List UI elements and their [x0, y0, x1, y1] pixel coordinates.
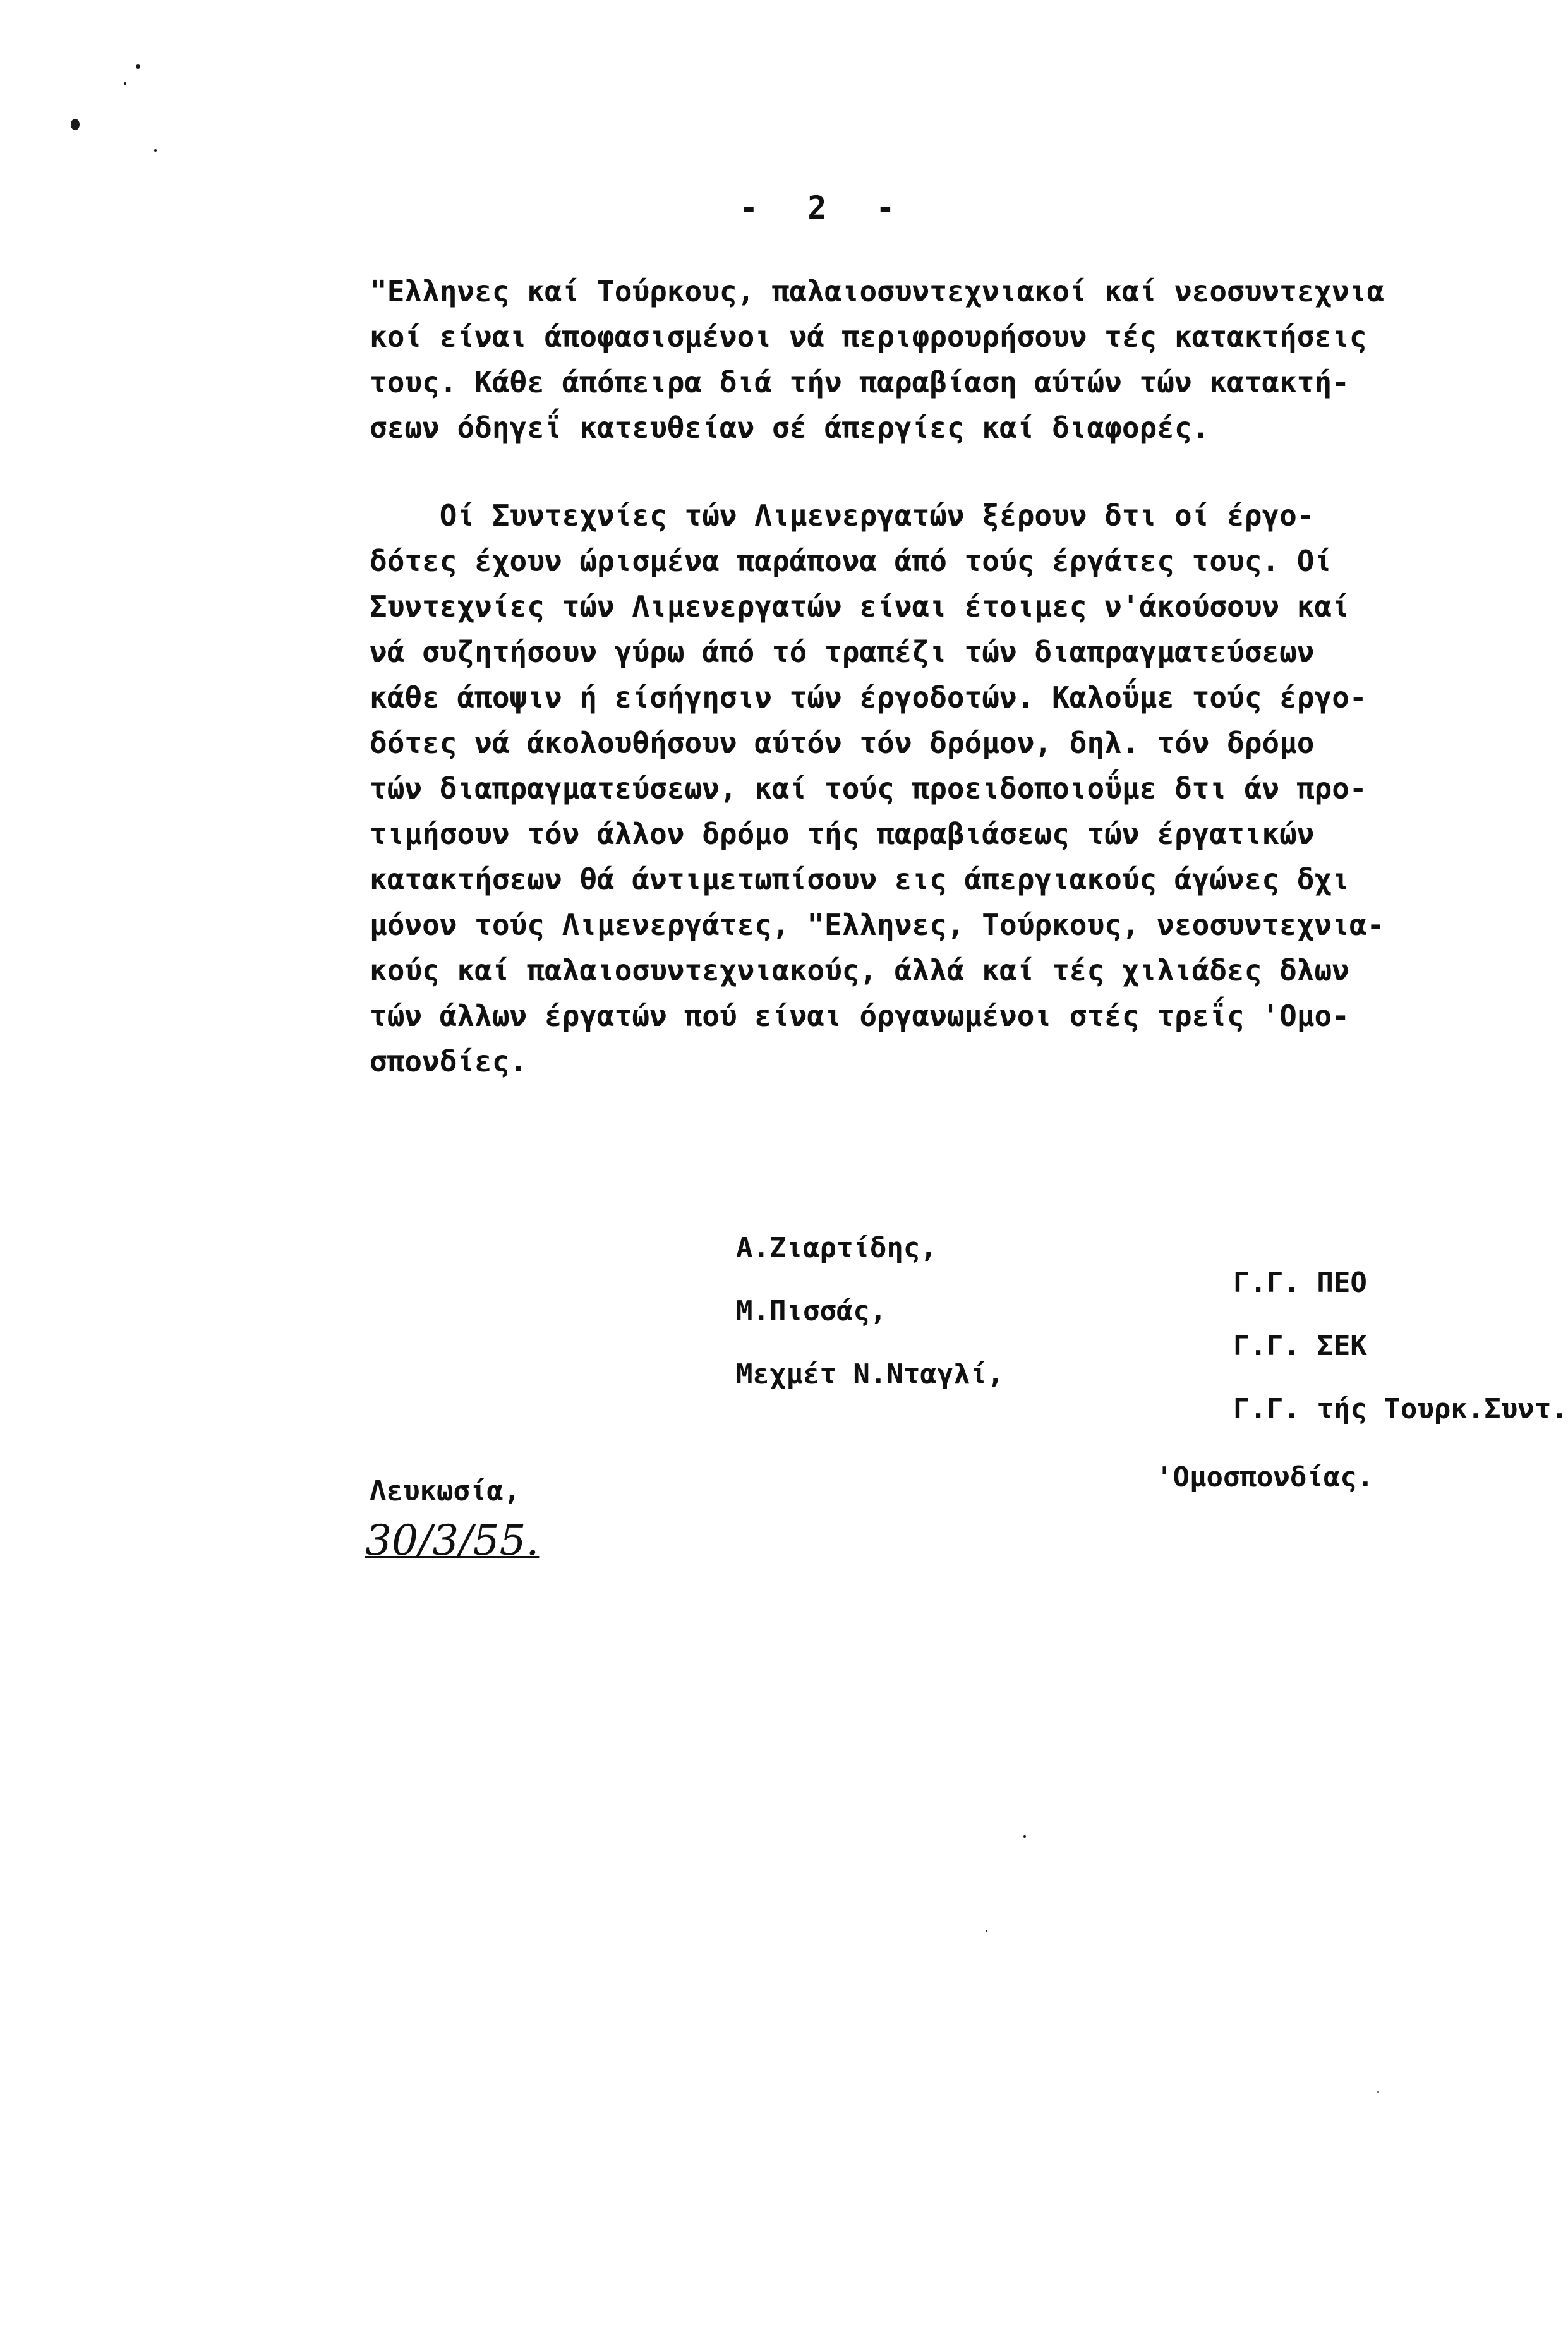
- text-line: σεων όδηγεΐ κατευθείαν σέ άπεργίες καί διαφορές.: [370, 411, 1210, 445]
- scan-speck: [1023, 1835, 1026, 1838]
- signatory-title-text: Γ.Γ. ΣΕΚ: [1233, 1330, 1367, 1362]
- signatory-name: Μεχμέτ Ν.Νταγλί,: [736, 1358, 1004, 1390]
- scan-speck: [136, 64, 140, 69]
- text-line: δότες έχουν ώρισμένα παράπονα άπό τούς έργάτες τους. Οί: [370, 544, 1332, 578]
- signatory-name: Α.Ζιαρτίδης,: [736, 1232, 937, 1264]
- paragraph-2: [370, 493, 1481, 1084]
- signatory-title-text: Γ.Γ. τής Τουρκ.Συντ.: [1233, 1393, 1568, 1425]
- text-line: τών διαπραγματεύσεων, καί τούς προειδοποιοΰμε δτι άν προ-: [370, 771, 1367, 805]
- scan-speck: [124, 82, 126, 85]
- text-line: "Ελληνες καί Τούρκους, παλαιοσυντεχνιακοί καί νεοσυντεχνια: [370, 274, 1385, 308]
- signatory-title-continuation: 'Ομοσπονδίας.: [1156, 1461, 1374, 1493]
- scan-speck: [71, 119, 80, 130]
- scan-speck: [986, 1930, 987, 1932]
- text-line: μόνον τούς Λιμενεργάτες, "Ελληνες, Τούρκους, νεοσυντεχνια-: [370, 908, 1385, 942]
- signatory-name: Μ.Πισσάς,: [736, 1295, 887, 1327]
- text-line: νά συζητήσουν γύρω άπό τό τραπέζι τών διαπραγματεύσεων: [370, 635, 1315, 669]
- text-line: Οί Συντεχνίες τών Λιμενεργατών ξέρουν δτι οί έργο-: [370, 498, 1315, 533]
- text-line: κούς καί παλαιοσυντεχνιακούς, άλλά καί τές χιλιάδες δλων: [370, 953, 1349, 987]
- text-line: κάθε άποψιν ή είσήγησιν τών έργοδοτών. Καλοΰμε τούς έργο-: [370, 680, 1367, 714]
- text-line: δότες νά άκολουθήσουν αύτόν τόν δρόμον, δηλ. τόν δρόμο: [370, 726, 1315, 760]
- text-line: σπονδίες.: [370, 1044, 528, 1078]
- text-line: κατακτήσεων θά άντιμετωπίσουν εις άπεργιακούς άγώνες δχι: [370, 862, 1349, 896]
- text-line: τών άλλων έργατών πού είναι όργανωμένοι στές τρεΐς 'Ομο-: [370, 999, 1349, 1033]
- signatory-title: [1099, 1358, 1568, 1563]
- paragraph-1: [370, 268, 1481, 450]
- place-of-signing: Λευκωσία,: [370, 1475, 521, 1507]
- text-line: τιμήσουν τόν άλλον δρόμο τής παραβιάσεως τών έργατικών: [370, 817, 1315, 851]
- text-line: τους. Κάθε άπόπειρα διά τήν παραβίαση αύτών τών κατακτή-: [370, 365, 1349, 399]
- scan-speck: [154, 149, 157, 152]
- scan-speck: [1377, 2091, 1379, 2093]
- page-number: - 2 -: [739, 190, 910, 226]
- signatory-title-text: Γ.Γ. ΠΕΟ: [1233, 1267, 1367, 1299]
- handwritten-date: 30/3/55.: [365, 1516, 540, 1565]
- text-line: Συντεχνίες τών Λιμενεργατών είναι έτοιμες ν'άκούσουν καί: [370, 589, 1349, 624]
- text-line: κοί είναι άποφασισμένοι νά περιφρουρήσουν τές κατακτήσεις: [370, 320, 1367, 354]
